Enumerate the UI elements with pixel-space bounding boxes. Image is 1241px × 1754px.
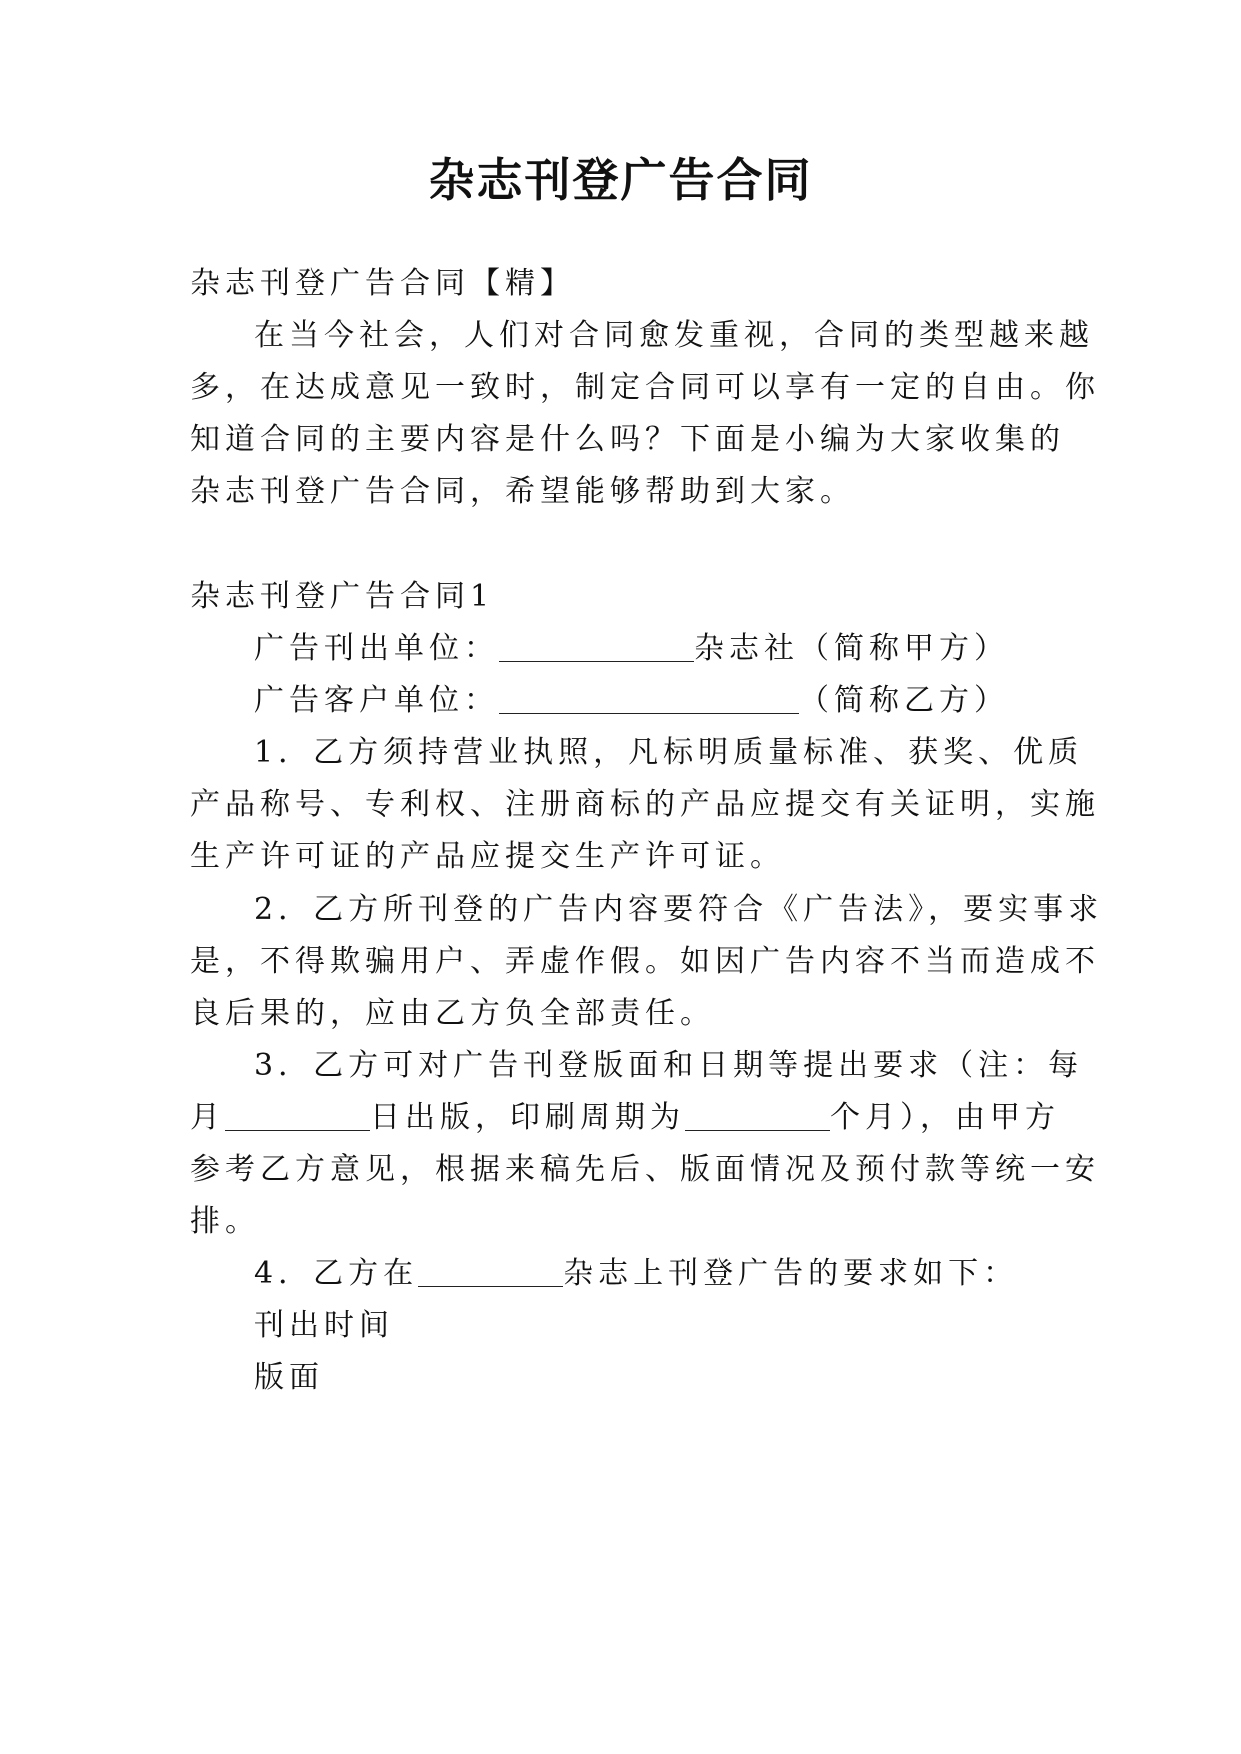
- client-suffix: （简称乙方）: [799, 683, 1009, 718]
- clause3-date-line: [190, 1089, 1060, 1147]
- client-label: 广告客户单位：: [254, 683, 499, 718]
- print-cycle-blank: [685, 1100, 830, 1131]
- document-title: 杂志刊登广告合同: [428, 153, 813, 207]
- document-subtitle: 杂志刊登广告合同【精】: [190, 266, 575, 301]
- intro-line: 知道合同的主要内容是什么吗？下面是小编为大家收集的: [190, 422, 1065, 457]
- intro-line: 多，在达成意见一致时，制定合同可以享有一定的自由。你: [190, 370, 1100, 405]
- intro-line: 在当今社会，人们对合同愈发重视，合同的类型越来越: [254, 318, 1094, 353]
- publisher-blank: [499, 631, 694, 662]
- clause-line: 良后果的，应由乙方负全部责任。: [190, 996, 715, 1031]
- publisher-suffix: 杂志社（简称甲方）: [694, 631, 1009, 666]
- clause3-text: 月: [190, 1100, 225, 1135]
- clause-line: 生产许可证的产品应提交生产许可证。: [190, 839, 785, 874]
- section-heading: 杂志刊登广告合同1: [190, 579, 495, 614]
- clause4-line: [254, 1245, 1114, 1303]
- publisher-line: [254, 620, 1114, 678]
- issue-day-blank: [225, 1100, 370, 1131]
- intro-line: 杂志刊登广告合同，希望能够帮助到大家。: [190, 474, 855, 509]
- item-layout: 版面: [254, 1360, 324, 1395]
- clause3-text: 个月），由甲方: [830, 1100, 1060, 1135]
- clause4-suffix: 杂志上刊登广告的要求如下：: [563, 1256, 1019, 1291]
- clause-line: 2．乙方所刊登的广告内容要符合《广告法》，要实事求: [254, 892, 1104, 927]
- publisher-label: 广告刊出单位：: [254, 631, 499, 666]
- item-publish-time: 刊出时间: [254, 1308, 394, 1343]
- magazine-name-blank: [418, 1256, 563, 1287]
- clause-line: 3．乙方可对广告刊登版面和日期等提出要求（注：每: [254, 1048, 1084, 1083]
- client-line: [254, 672, 1114, 730]
- clause-line: 是，不得欺骗用户、弄虚作假。如因广告内容不当而造成不: [190, 944, 1100, 979]
- clause-line: 1．乙方须持营业执照，凡标明质量标准、获奖、优质: [254, 735, 1084, 770]
- clause-line: 参考乙方意见，根据来稿先后、版面情况及预付款等统一安: [190, 1152, 1100, 1187]
- clause4-prefix: 4．乙方在: [254, 1256, 419, 1291]
- clause-line: 产品称号、专利权、注册商标的产品应提交有关证明，实施: [190, 787, 1100, 822]
- client-blank: [499, 683, 799, 714]
- clause3-text: 日出版，印刷周期为: [370, 1100, 685, 1135]
- clause-line: 排。: [190, 1204, 260, 1239]
